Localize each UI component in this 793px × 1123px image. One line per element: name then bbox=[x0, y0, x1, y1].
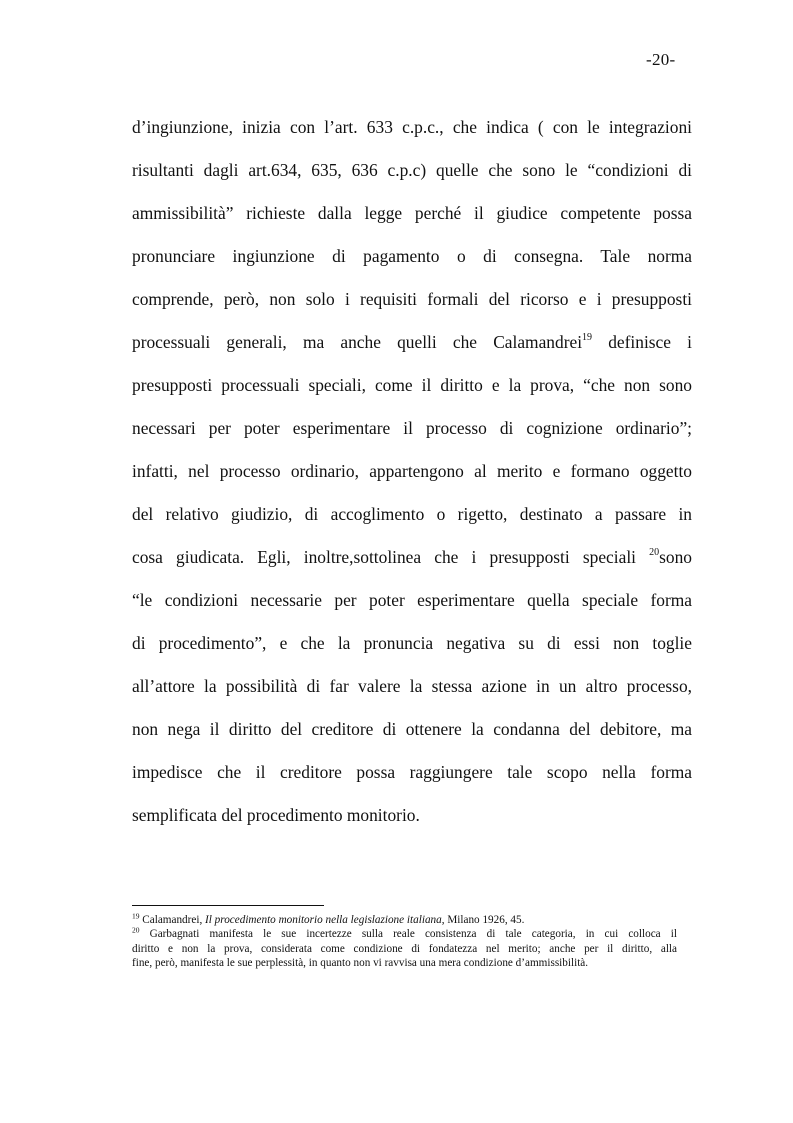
footnote-20-line-1-text: Garbagnati manifesta le sue incertezze sulla reale consistenza di tale categoria, in cui colloca il bbox=[139, 928, 677, 941]
body-line-5: comprende, però, non solo i requisiti formali del ricorso e i presupposti bbox=[132, 289, 692, 309]
footnote-19-author: Calamandrei, bbox=[139, 914, 206, 926]
footnote-20-mark: 20 bbox=[132, 925, 140, 935]
footnote-20 bbox=[132, 927, 677, 970]
body-line-16: impedisce che il creditore possa raggiungere tale scopo nella forma bbox=[132, 762, 692, 782]
body-line-4: pronunciare ingiunzione di pagamento o di consegna. Tale norma bbox=[132, 246, 692, 266]
body-line-1: d’ingiunzione, inizia con l’art. 633 c.p.c., che indica ( con le integrazioni bbox=[132, 117, 692, 137]
body-line-11-tail: sono bbox=[659, 547, 692, 567]
footnote-separator bbox=[132, 905, 324, 906]
body-line-3: ammissibilità” richieste dalla legge perché il giudice competente possa bbox=[132, 203, 692, 223]
footnote-20-line-3: fine, però, manifesta le sue perplessità, in quanto non vi ravvisa una mera condizione d’ammissibilità. bbox=[132, 957, 589, 970]
body-line-14: all’attore la possibilità di far valere la stessa azione in un altro processo, bbox=[132, 676, 692, 696]
body-line-6-tail: definisce i bbox=[592, 332, 693, 352]
body-line-10: del relativo giudizio, di accoglimento o rigetto, destinato a passare in bbox=[132, 504, 692, 524]
body-line-2: risultanti dagli art.634, 635, 636 c.p.c) quelle che sono le “condizioni di bbox=[132, 160, 692, 180]
body-line-15: non nega il diritto del creditore di ottenere la condanna del debitore, ma bbox=[132, 719, 692, 739]
body-line-6-text: processuali generali, ma anche quelli che Calamandrei bbox=[132, 332, 583, 352]
footnote-20-line-2: diritto e non la prova, considerata come condizione di fondatezza nel merito; anche per il diritto, alla bbox=[132, 942, 677, 955]
body-line-9: infatti, nel processo ordinario, appartengono al merito e formano oggetto bbox=[132, 461, 692, 481]
body-line-6 bbox=[132, 321, 692, 364]
body-line-8: necessari per poter esperimentare il processo di cognizione ordinario”; bbox=[132, 418, 692, 438]
footnote-19 bbox=[132, 913, 677, 927]
body-line-7: presupposti processuali speciali, come il diritto e la prova, “che non sono bbox=[132, 375, 692, 395]
footnote-20-line-1 bbox=[132, 927, 677, 941]
footnotes bbox=[132, 913, 677, 971]
body-line-11-text: cosa giudicata. Egli, inoltre,sottolinea che i presupposti speciali bbox=[132, 547, 650, 567]
body-line-17: semplificata del procedimento monitorio. bbox=[132, 805, 420, 825]
body-line-11 bbox=[132, 536, 692, 579]
footnote-19-title: Il procedimento monitorio nella legislazione italiana bbox=[205, 914, 442, 926]
body-line-12: “le condizioni necessarie per poter esperimentare quella speciale forma bbox=[132, 590, 692, 610]
footnote-19-rest: , Milano 1926, 45. bbox=[441, 914, 525, 926]
page-number: -20- bbox=[646, 50, 676, 69]
body-text bbox=[132, 106, 692, 837]
footnote-ref-19[interactable]: 19 bbox=[582, 332, 593, 344]
footnote-19-mark: 19 bbox=[132, 911, 140, 921]
footnote-ref-20[interactable]: 20 bbox=[649, 547, 660, 559]
body-line-13: di procedimento”, e che la pronuncia negativa su di essi non toglie bbox=[132, 633, 692, 653]
